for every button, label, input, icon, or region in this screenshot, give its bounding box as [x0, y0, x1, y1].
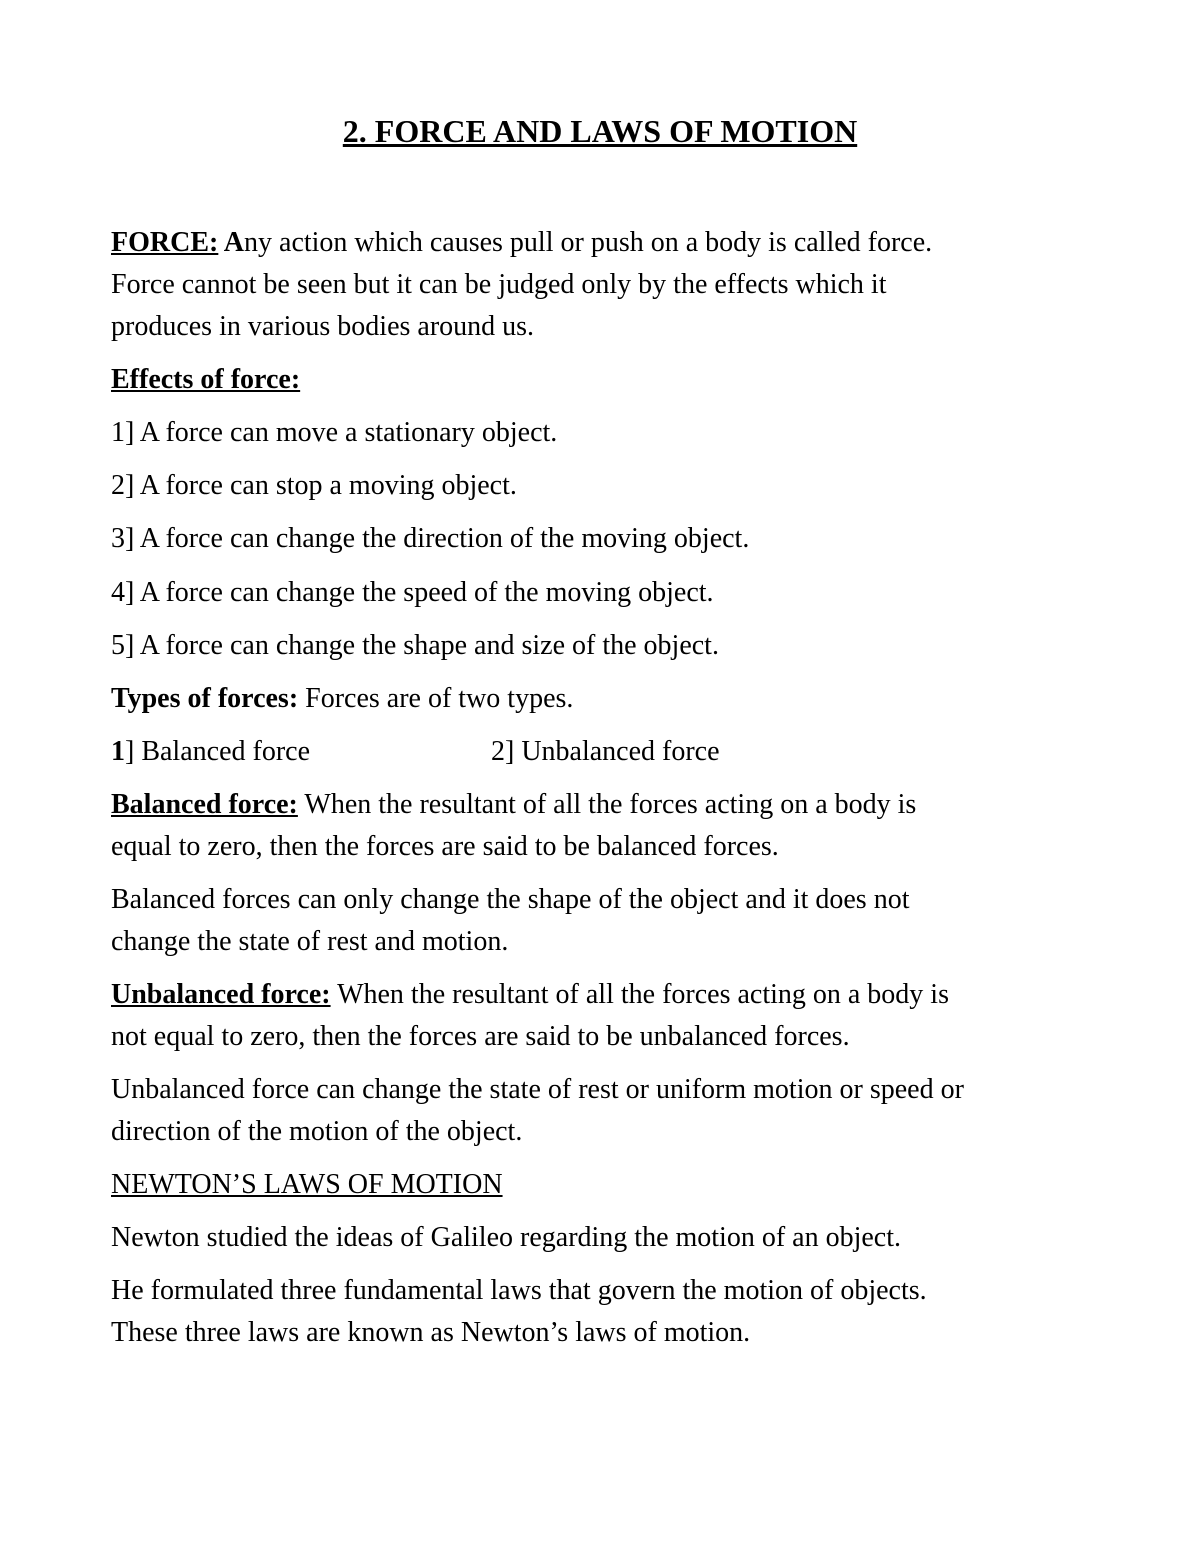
effects-item-1: 1] A force can move a stationary object.: [111, 417, 558, 448]
effects-item-5: 5] A force can change the shape and size of the object.: [111, 630, 719, 661]
effects-item-4: 4] A force can change the speed of the moving object.: [111, 577, 714, 608]
types-item-1-number: 1: [111, 736, 125, 767]
unbalanced-line-3: Unbalanced force can change the state of rest or uniform motion or speed or: [111, 1074, 964, 1105]
balanced-line-1-text: When the resultant of all the forces acting on a body is: [297, 789, 917, 820]
newton-line-1: Newton studied the ideas of Galileo regarding the motion of an object.: [111, 1222, 902, 1253]
types-line: [111, 685, 573, 713]
types-items-line: [111, 738, 310, 766]
force-definition-line-3: produces in various bodies around us.: [111, 311, 535, 342]
unbalanced-line-4: direction of the motion of the object.: [111, 1116, 523, 1147]
unbalanced-line-1-text: When the resultant of all the forces acting on a body is: [330, 979, 949, 1010]
newton-line-3: These three laws are known as Newton’s laws of motion.: [111, 1317, 751, 1348]
types-item-1-label: ] Balanced force: [125, 736, 310, 767]
force-line-1-text: ny action which causes pull or push on a body is called force.: [244, 227, 933, 258]
effects-item-2: 2] A force can stop a moving object.: [111, 470, 517, 501]
newton-line-2: He formulated three fundamental laws that govern the motion of objects.: [111, 1275, 927, 1306]
unbalanced-line-2: not equal to zero, then the forces are said to be unbalanced forces.: [111, 1021, 850, 1052]
page-title: 2. FORCE AND LAWS OF MOTION: [342, 113, 858, 149]
unbalanced-heading: Unbalanced force:: [111, 979, 331, 1010]
effects-item-3: 3] A force can change the direction of the moving object.: [111, 523, 750, 554]
balanced-line-1: [111, 791, 916, 819]
force-heading: FORCE:: [111, 227, 219, 258]
effects-heading: Effects of force:: [111, 364, 301, 395]
balanced-line-3: Balanced forces can only change the shape of the object and it does not: [111, 884, 910, 915]
balanced-line-4: change the state of rest and motion.: [111, 926, 509, 957]
force-definition-line-2: Force cannot be seen but it can be judged only by the effects which it: [111, 269, 887, 300]
types-heading: Types of forces:: [111, 683, 299, 714]
types-text: Forces are of two types.: [298, 683, 574, 714]
force-line-1-bold-a: A: [218, 227, 245, 258]
unbalanced-line-1: [111, 981, 949, 1009]
force-definition-line-1: [111, 229, 932, 257]
types-item-2: 2] Unbalanced force: [491, 736, 720, 767]
newton-heading: NEWTON’S LAWS OF MOTION: [111, 1169, 503, 1200]
balanced-heading: Balanced force:: [111, 789, 298, 820]
balanced-line-2: equal to zero, then the forces are said to be balanced forces.: [111, 831, 779, 862]
